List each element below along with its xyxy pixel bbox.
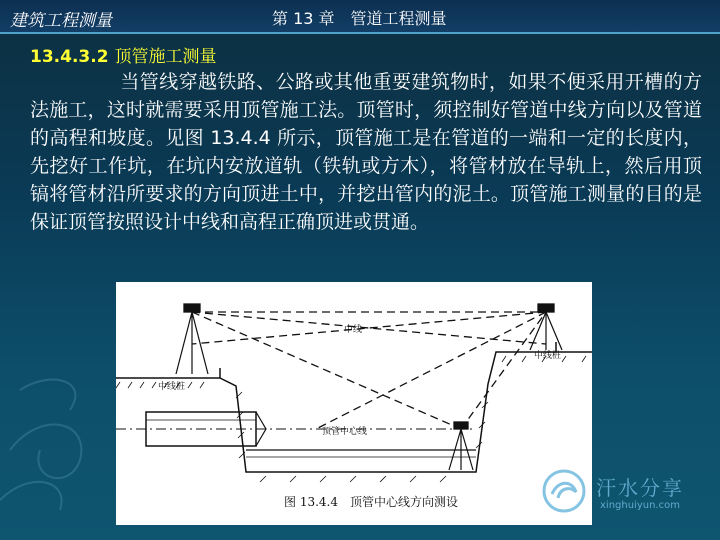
label-pipe-centerline: 顶管中心线 bbox=[322, 427, 368, 437]
paragraph-text: 当管线穿越铁路、公路或其他重要建筑物时，如果不便采用开槽的方法施工，这时就需要采用顶管施工法。顶管时，须控制好管道中线方向以及管道的高程和坡度。见图 13.4.4 所示，顶管施工是在管道的一端和一定的长度内，先挖好工作坑，在坑内安放道轨（铁轨或方木），将管材放在导轨上，然后用顶镐将管材沿所要求的方向顶进土中，并挖出管内的泥土。顶管施工测量的目的是保证顶管按照设计中线和高程正确顶进或贯通。 bbox=[30, 71, 702, 233]
label-centerline-stake-left: 中线桩 bbox=[158, 382, 186, 392]
pipe-jacking-diagram bbox=[116, 282, 592, 525]
label-centerline-stake-right: 中线桩 bbox=[534, 351, 562, 361]
section-number: 13.4.3.2 bbox=[30, 47, 109, 67]
watermark-logo-icon bbox=[540, 468, 588, 514]
course-title: 建筑工程测量 bbox=[10, 11, 112, 31]
chapter-title: 第 13 章 管道工程测量 bbox=[272, 9, 447, 28]
watermark-name: 汗水分享 bbox=[596, 476, 684, 500]
section-heading bbox=[30, 42, 216, 67]
watermark bbox=[540, 466, 710, 516]
label-centerline: 中线 bbox=[344, 325, 363, 335]
figure-diagram bbox=[116, 282, 592, 525]
figure-caption: 图 13.4.4 顶管中心线方向测设 bbox=[284, 495, 458, 509]
watermark-url: xinghuiyun.com bbox=[600, 500, 680, 511]
slide-header bbox=[0, 0, 720, 34]
section-title: 顶管施工测量 bbox=[114, 47, 217, 67]
body-paragraph bbox=[30, 68, 702, 236]
